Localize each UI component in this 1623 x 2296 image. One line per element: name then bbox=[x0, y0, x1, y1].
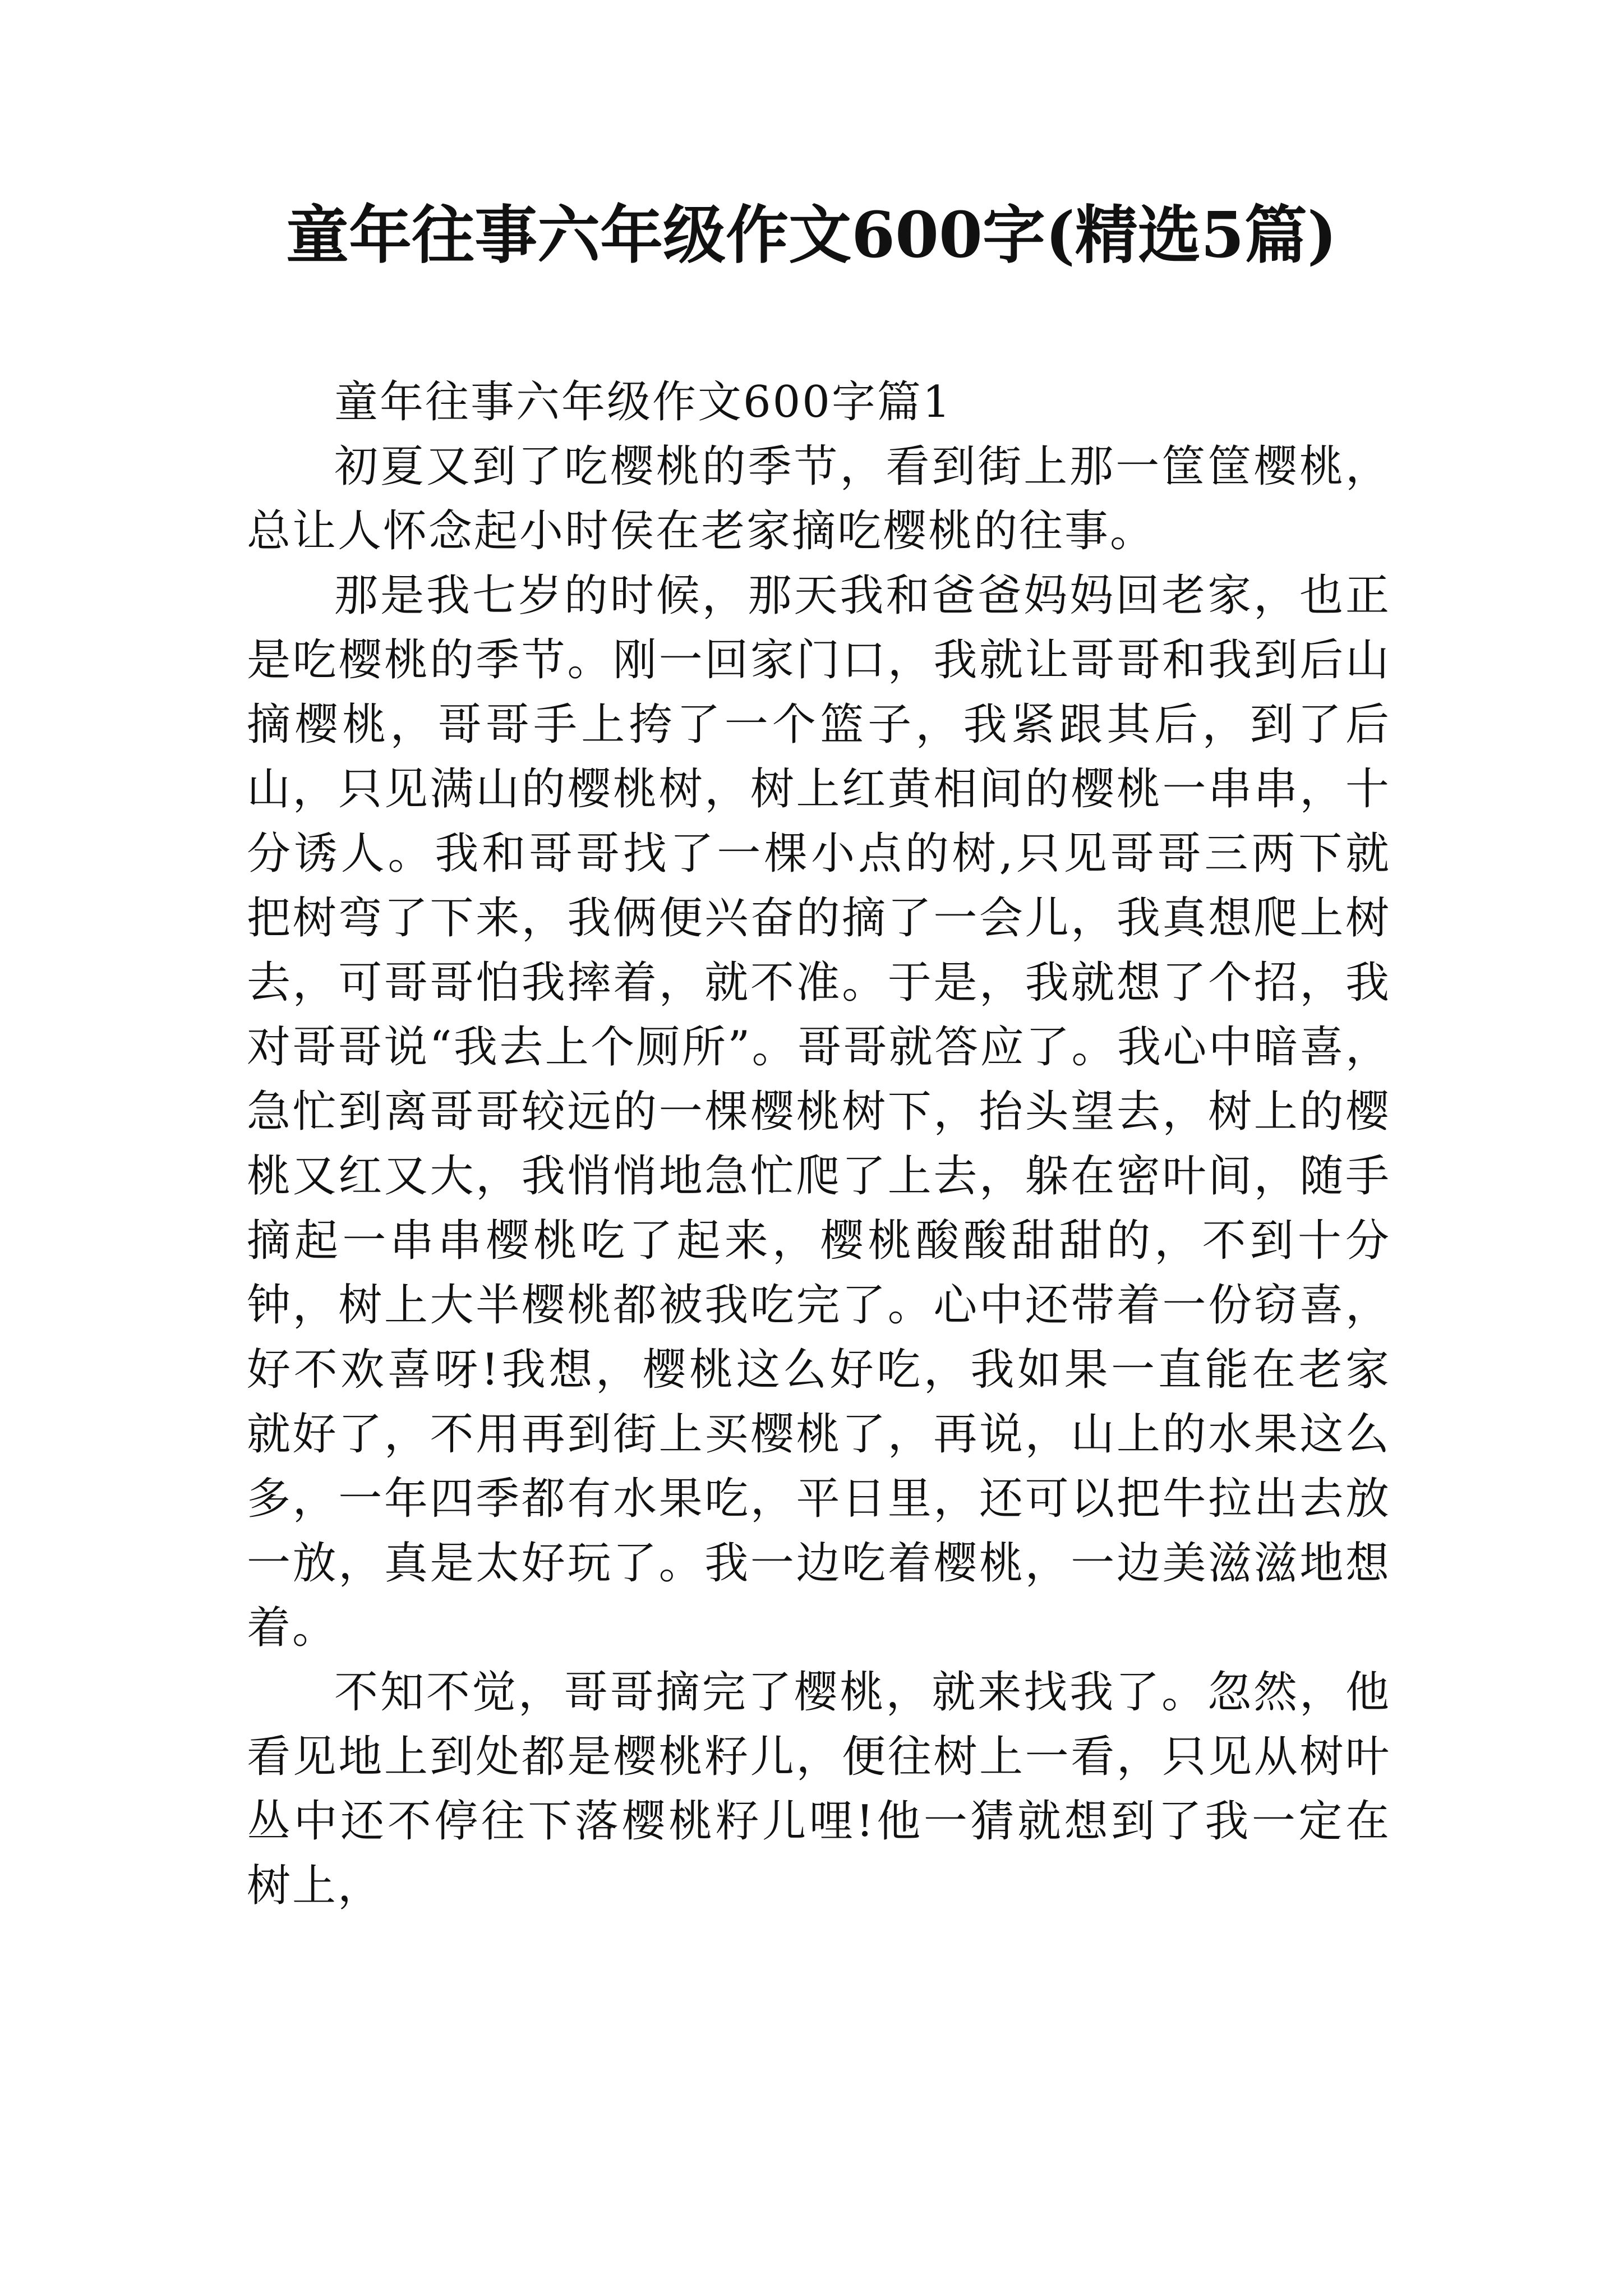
paragraph: 不知不觉，哥哥摘完了樱桃，就来找我了。忽然，他看见地上到处都是樱桃籽儿，便往树上一看，只见从树叶丛中还不停往下落樱桃籽儿哩!他一猜就想到了我一定在树上， bbox=[247, 1667, 1391, 1911]
document-body bbox=[247, 370, 1391, 1918]
paragraph: 那是我七岁的时候，那天我和爸爸妈妈回老家，也正是吃樱桃的季节。刚一回家门口，我就让哥哥和我到后山摘樱桃，哥哥手上挎了一个篮子，我紧跟其后，到了后山，只见满山的樱桃树，树上红黄相间的樱桃一串串，十分诱人。我和哥哥找了一棵小点的树,只见哥哥三两下就把树弯了下来，我俩便兴奋的摘了一会儿，我真想爬上树去，可哥哥怕我摔着，就不准。于是，我就想了个招，我对哥哥说“我去上个厕所”。哥哥就答应了。我心中暗喜，急忙到离哥哥较远的一棵樱桃树下，抬头望去，树上的樱桃又红又大，我悄悄地急忙爬了上去，躲在密叶间，随手摘起一串串樱桃吃了起来，樱桃酸酸甜甜的，不到十分钟，树上大半樱桃都被我吃完了。心中还带着一份窃喜，好不欢喜呀!我想，樱桃这么好吃，我如果一直能在老家就好了，不用再到街上买樱桃了，再说，山上的水果这么多，一年四季都有水果吃，平日里，还可以把牛拉出去放一放，真是太好玩了。我一边吃着樱桃，一边美滋滋地想着。 bbox=[247, 570, 1391, 1653]
section-heading: 童年往事六年级作文600字篇1 bbox=[334, 377, 952, 427]
paragraph: 初夏又到了吃樱桃的季节，看到街上那一筐筐樱桃，总让人怀念起小时侯在老家摘吃樱桃的往事。 bbox=[247, 441, 1391, 556]
document-title: 童年往事六年级作文600字(精选5篇) bbox=[286, 199, 1337, 272]
